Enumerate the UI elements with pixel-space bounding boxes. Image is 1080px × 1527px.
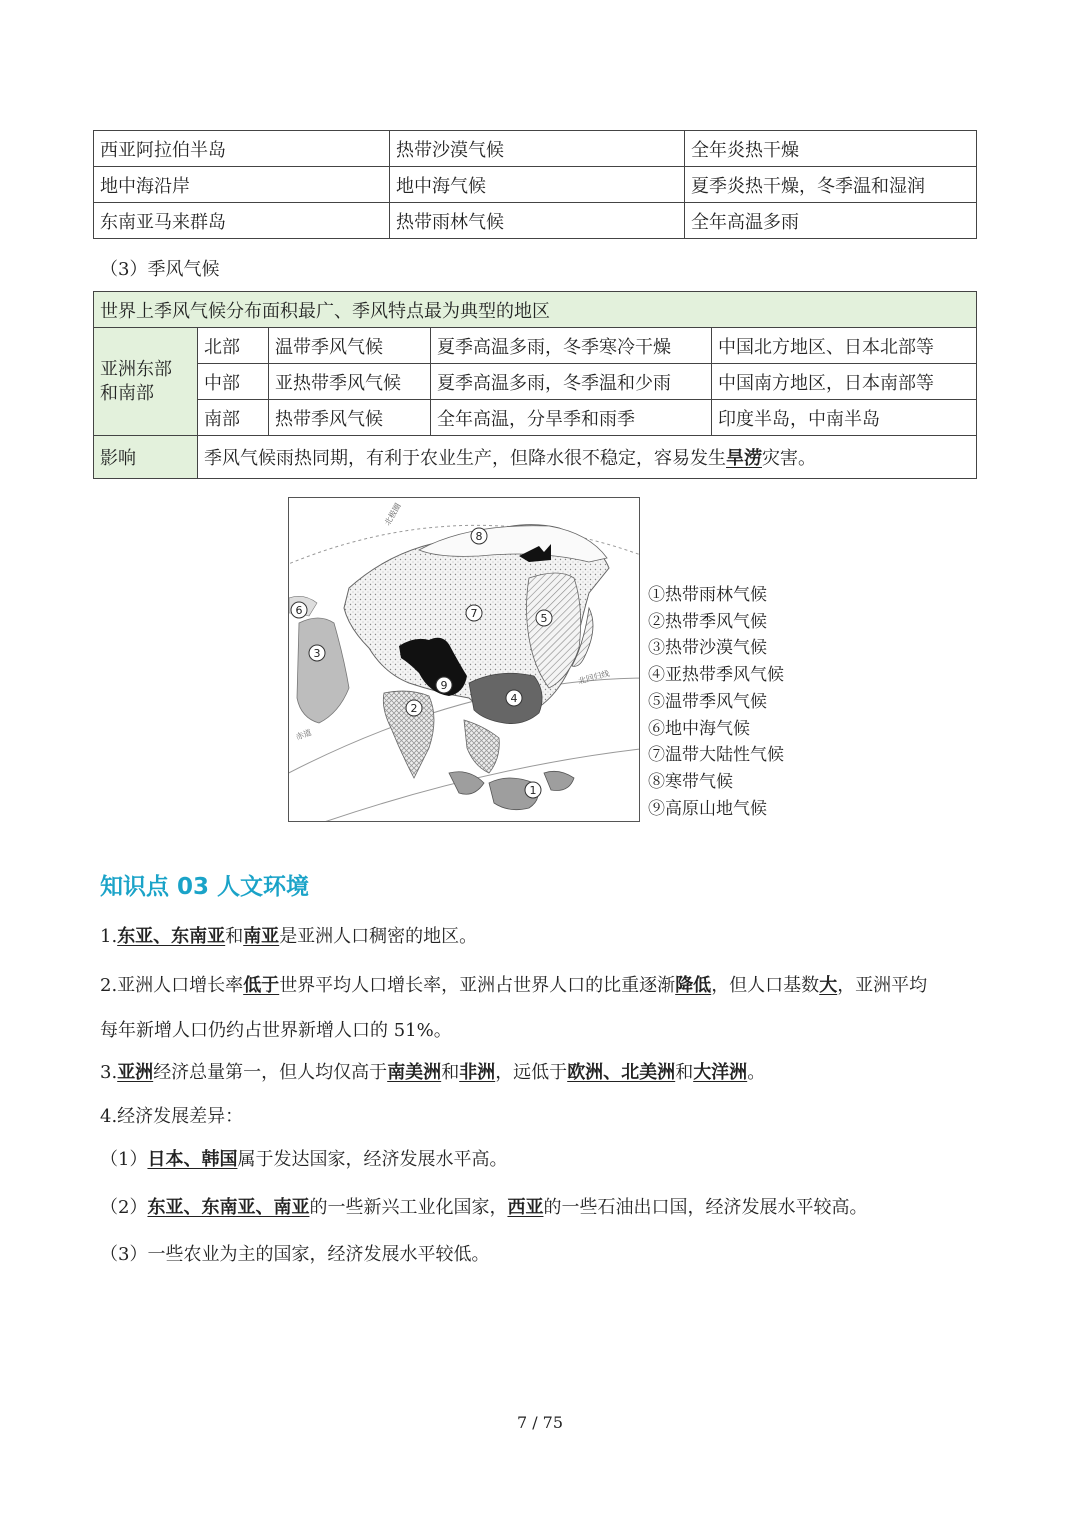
table-cell: 夏季炎热干燥，冬季温和湿润 <box>685 167 977 203</box>
paragraph-6 <box>100 1193 867 1219</box>
paragraph-3 <box>100 1058 765 1084</box>
legend-item: ⑤温带季风气候 <box>648 691 767 712</box>
text: 的一些新兴工业化国家， <box>309 1197 508 1218</box>
paragraph-4: 4.经济发展差异： <box>100 1106 244 1127</box>
table-header-row <box>94 292 977 328</box>
table-cell: 夏季高温多雨，冬季温和少雨 <box>431 364 712 400</box>
text: ，但人口基数 <box>711 975 820 996</box>
table-cell: 温带季风气候 <box>269 328 431 364</box>
text: 和 <box>441 1062 460 1083</box>
table-cell: 亚热带季风气候 <box>269 364 431 400</box>
legend-item: ④亚热带季风气候 <box>648 665 784 686</box>
impact-text-end: 灾害。 <box>762 448 816 469</box>
table-row <box>94 131 977 167</box>
table-cell: 全年炎热干燥 <box>685 131 977 167</box>
marker-2: 2 <box>410 702 418 715</box>
legend-item: ③热带沙漠气候 <box>648 638 767 659</box>
marker-9: 9 <box>440 679 448 692</box>
table-row <box>94 167 977 203</box>
legend-item: ⑥地中海气候 <box>648 718 750 739</box>
rainforest-island <box>544 771 574 790</box>
table-cell: 中国南方地区，日本南部等 <box>712 364 977 400</box>
text: 1. <box>100 926 118 947</box>
bold-text: 大洋洲 <box>693 1062 748 1083</box>
table-cell: 热带季风气候 <box>269 400 431 436</box>
tropic-label: 北回归线 <box>577 668 611 686</box>
bold-text: 降低 <box>675 975 712 996</box>
impact-bold: 旱涝 <box>726 448 762 469</box>
text: 世界平均人口增长率，亚洲占世界人口的比重逐渐 <box>279 975 676 996</box>
bold-text: 低于 <box>243 975 280 996</box>
table-cell: 印度半岛，中南半岛 <box>712 400 977 436</box>
text: 和 <box>675 1062 694 1083</box>
text: ，亚洲平均 <box>837 975 928 996</box>
table-row <box>94 328 977 364</box>
monsoon-heading: （3）季风气候 <box>100 259 220 280</box>
marker-6: 6 <box>295 604 303 617</box>
marker-5: 5 <box>540 612 548 625</box>
paragraph-2 <box>100 971 927 997</box>
bold-text: 非洲 <box>459 1062 496 1083</box>
marker-4: 4 <box>510 692 518 705</box>
bold-text: 东亚、东南亚 <box>117 926 226 947</box>
paragraph-1 <box>100 922 477 948</box>
text: 和 <box>225 926 244 947</box>
bold-text: 南亚 <box>243 926 280 947</box>
tropical-monsoon-sea <box>464 720 499 773</box>
asia-climate-map <box>288 497 640 822</box>
text: 是亚洲人口稠密的地区。 <box>279 926 478 947</box>
table-cell: 西亚阿拉伯半岛 <box>94 131 390 167</box>
table-cell: 北部 <box>198 328 269 364</box>
map-legend <box>648 582 784 822</box>
page-number: 7 / 75 <box>516 1413 564 1432</box>
text: 。 <box>747 1062 766 1083</box>
region-cell: 亚洲东部 和南部 <box>94 328 198 436</box>
bold-text: 亚洲 <box>117 1062 154 1083</box>
text: 2.亚洲人口增长率 <box>100 975 244 996</box>
bold-text: 南美洲 <box>387 1062 442 1083</box>
section-title: 知识点 03 人文环境 <box>100 874 310 900</box>
table-header: 世界上季风气候分布面积最广、季风特点最为典型的地区 <box>94 292 977 328</box>
bold-text: 日本、韩国 <box>147 1149 238 1170</box>
legend-item: ⑨高原山地气候 <box>648 798 767 819</box>
bold-text: 大 <box>819 975 838 996</box>
table-cell: 夏季高温多雨，冬季寒冷干燥 <box>431 328 712 364</box>
table-row <box>94 436 977 479</box>
text: 经济总量第一，但人均仅高于 <box>153 1062 388 1083</box>
table-cell: 南部 <box>198 400 269 436</box>
monsoon-table <box>93 291 977 479</box>
table-cell: 东南亚马来群岛 <box>94 203 390 239</box>
paragraph-7: （3）一些农业为主的国家，经济发展水平较低。 <box>100 1244 490 1265</box>
equator-label: 赤道 <box>294 727 313 742</box>
text: ，远低于 <box>495 1062 568 1083</box>
table-row <box>94 364 977 400</box>
table-cell: 热带沙漠气候 <box>390 131 685 167</box>
text: 的一些石油出口国，经济发展水平较高。 <box>543 1197 868 1218</box>
desert-region <box>297 618 349 723</box>
impact-text: 季风气候雨热同期，有利于农业生产，但降水很不稳定，容易发生 <box>204 448 726 469</box>
text: （1） <box>100 1149 148 1170</box>
bold-text: 欧洲、北美洲 <box>567 1062 676 1083</box>
bold-text: 西亚 <box>507 1197 544 1218</box>
paragraph-5 <box>100 1145 507 1171</box>
marker-3: 3 <box>313 647 321 660</box>
table-cell: 地中海气候 <box>390 167 685 203</box>
table-cell: 中国北方地区、日本北部等 <box>712 328 977 364</box>
arctic-label: 北极圈 <box>382 501 403 527</box>
map-svg <box>289 498 639 821</box>
table-row <box>94 400 977 436</box>
table-row <box>94 203 977 239</box>
impact-cell <box>198 436 977 479</box>
table-cell: 地中海沿岸 <box>94 167 390 203</box>
legend-item: ①热带雨林气候 <box>648 585 767 605</box>
text: （2） <box>100 1197 148 1218</box>
text: 3. <box>100 1062 118 1083</box>
text: 属于发达国家，经济发展水平高。 <box>237 1149 508 1170</box>
legend-item: ②热带季风气候 <box>648 611 767 632</box>
marker-8: 8 <box>475 530 483 543</box>
table-cell: 全年高温，分旱季和雨季 <box>431 400 712 436</box>
marker-1: 1 <box>529 784 537 797</box>
marker-7: 7 <box>470 607 478 620</box>
impact-label: 影响 <box>94 436 198 479</box>
rainforest-island <box>449 772 484 795</box>
table-cell: 中部 <box>198 364 269 400</box>
climate-table <box>93 130 977 239</box>
table-cell: 热带雨林气候 <box>390 203 685 239</box>
paragraph-2-line-2: 每年新增人口仍约占世界新增人口的 51%。 <box>100 1020 452 1041</box>
legend-item: ⑧寒带气候 <box>648 771 733 792</box>
table-cell: 全年高温多雨 <box>685 203 977 239</box>
bold-text: 东亚、东南亚、南亚 <box>147 1197 310 1218</box>
legend-item: ⑦温带大陆性气候 <box>648 745 784 766</box>
